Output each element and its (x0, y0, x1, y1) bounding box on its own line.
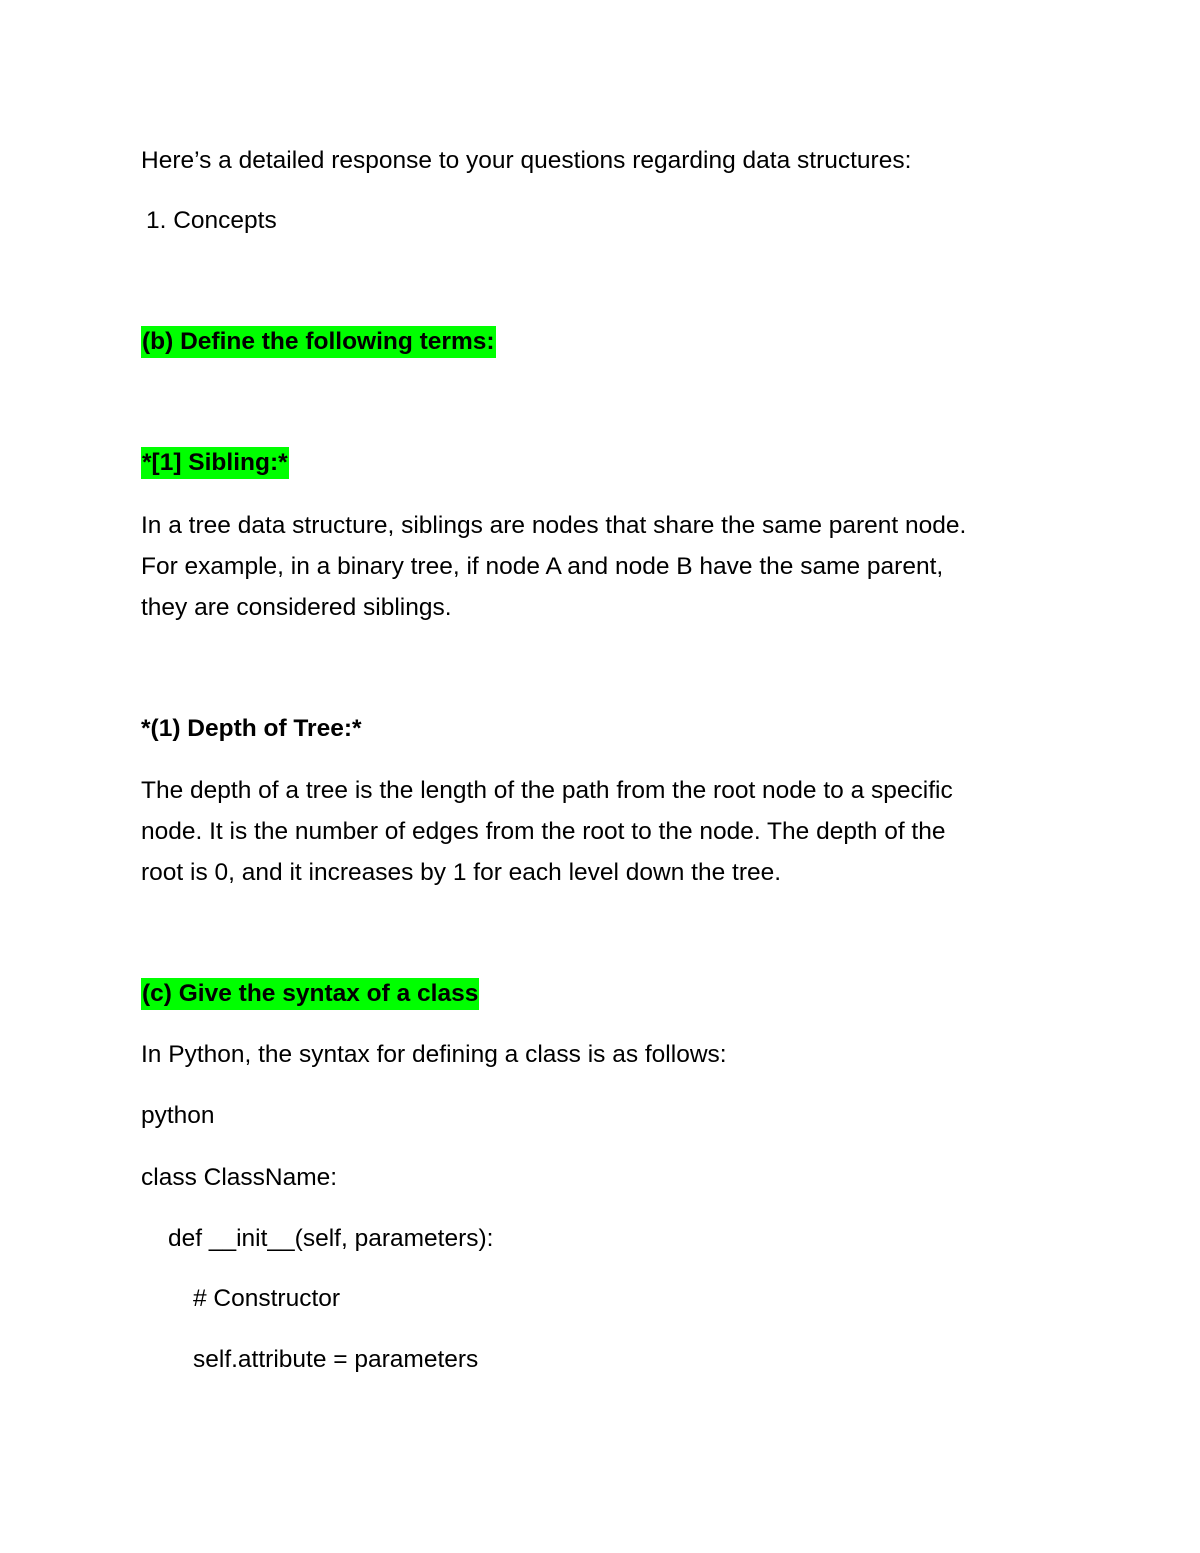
depth-line: root is 0, and it increases by 1 for each level down the tree. (141, 859, 782, 886)
highlight-sibling: *[1] Sibling:* (141, 447, 289, 479)
heading-define-terms (141, 327, 496, 357)
code-line-assign: self.attribute = parameters (193, 1346, 479, 1373)
section-number: 1. Concepts (146, 207, 277, 234)
code-line-init: def __init__(self, parameters): (168, 1225, 494, 1252)
syntax-intro: In Python, the syntax for defining a class is as follows: (141, 1041, 727, 1068)
depth-line: The depth of a tree is the length of the path from the root node to a specific (141, 777, 953, 804)
heading-sibling (141, 448, 289, 478)
sibling-line: they are considered siblings. (141, 594, 452, 621)
code-line-class: class ClassName: (141, 1164, 338, 1191)
heading-depth: *(1) Depth of Tree:* (141, 715, 362, 742)
intro-text: Here’s a detailed response to your questions regarding data structures: (141, 147, 912, 174)
sibling-line: For example, in a binary tree, if node A and node B have the same parent, (141, 553, 944, 580)
sibling-paragraph (141, 505, 966, 628)
depth-line: node. It is the number of edges from the root to the node. The depth of the (141, 818, 946, 845)
highlight-class-syntax: (c) Give the syntax of a class (141, 978, 479, 1010)
sibling-line: In a tree data structure, siblings are nodes that share the same parent node. (141, 512, 967, 539)
code-line-comment: # Constructor (193, 1285, 341, 1312)
highlight-define-terms: (b) Define the following terms: (141, 326, 496, 358)
heading-class-syntax (141, 979, 479, 1009)
code-language: python (141, 1102, 215, 1129)
depth-paragraph (141, 770, 953, 893)
